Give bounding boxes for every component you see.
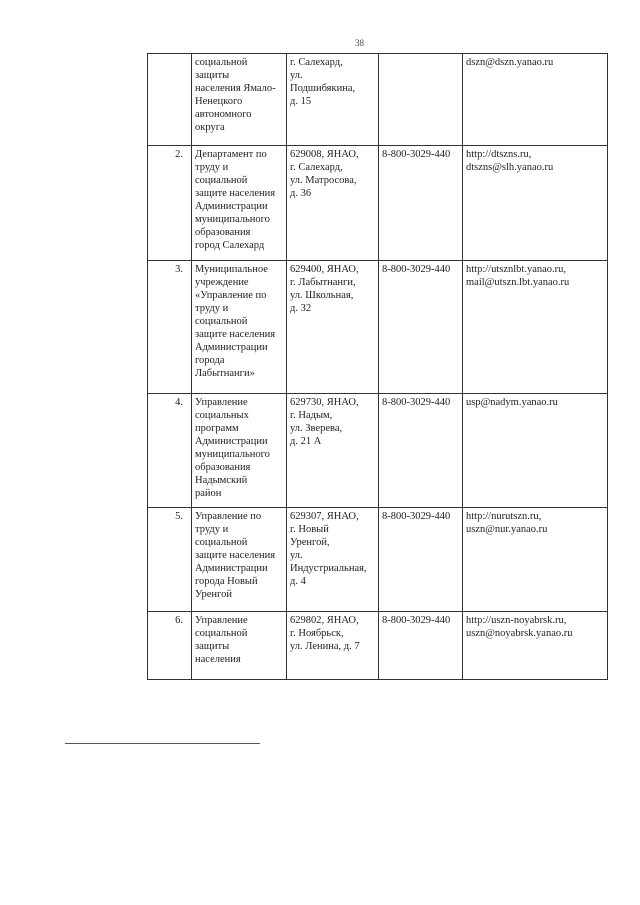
agency-address [287, 54, 379, 146]
agency-name-line: образования [195, 227, 251, 238]
agency-name [192, 612, 287, 680]
agency-phone: 8-800-3029-440 [379, 612, 463, 680]
agency-name-line: защите населения [195, 550, 276, 561]
agency-name-line: Лабытнанги» [195, 368, 255, 379]
agency-name-line: Муниципальное [195, 264, 268, 275]
web-line: uszn@nur.yanao.ru [466, 524, 548, 535]
agency-name-line: Ненецкого [195, 96, 243, 107]
page-number: 38 [355, 38, 364, 48]
address-line: г. Лабытнанги, [290, 277, 356, 288]
agency-name-line: социальной [195, 628, 248, 639]
table-body [148, 54, 608, 680]
agency-phone: 8-800-3029-440 [379, 508, 463, 612]
address-line: ул. Зверева, [290, 423, 343, 434]
agency-name-line: социальных [195, 410, 249, 421]
agency-name-line: социальной [195, 175, 248, 186]
agency-phone: 8-800-3029-440 [379, 146, 463, 261]
agency-name-line: Управление [195, 615, 248, 626]
agency-name-line: населения [195, 654, 241, 665]
agency-address [287, 261, 379, 394]
row-number: 5. [148, 508, 192, 612]
agency-name-line: автономного [195, 109, 252, 120]
row-number: 3. [148, 261, 192, 394]
web-line: http://nurutszn.ru, [466, 511, 542, 522]
row-number: 4. [148, 394, 192, 508]
web-line: usp@nadym.yanao.ru [466, 397, 558, 408]
agency-name [192, 261, 287, 394]
address-line: 629008, ЯНАО, [290, 149, 359, 160]
agency-name-line: муниципального [195, 449, 270, 460]
agency-web [463, 508, 608, 612]
table-row [148, 612, 608, 680]
address-line: д. 15 [290, 96, 312, 107]
agency-name-line: образования [195, 462, 251, 473]
web-line: dtszns@slh.yanao.ru [466, 162, 554, 173]
agency-name-line: труду и [195, 162, 229, 173]
agency-name-line: Уренгой [195, 589, 232, 600]
address-line: г. Ноябрьск, [290, 628, 344, 639]
agency-name-line: муниципального [195, 214, 270, 225]
address-line: г. Салехард, [290, 57, 343, 68]
agency-name [192, 394, 287, 508]
agency-name-line: защиты [195, 70, 230, 81]
table-row [148, 146, 608, 261]
address-line: д. 21 А [290, 436, 322, 447]
address-line: ул. [290, 550, 303, 561]
table-row [148, 508, 608, 612]
address-line: г. Надым, [290, 410, 333, 421]
address-line: Индустриальная, [290, 563, 367, 574]
address-line: 629730, ЯНАО, [290, 397, 359, 408]
web-line: http://utsznlbt.yanao.ru, [466, 264, 567, 275]
web-line: uszn@noyabrsk.yanao.ru [466, 628, 573, 639]
agency-name-line: Управление по [195, 511, 262, 522]
address-line: ул. [290, 70, 303, 81]
agency-name-line: Администрации [195, 342, 268, 353]
agency-name [192, 146, 287, 261]
agency-name-line: Администрации [195, 436, 268, 447]
agency-address [287, 612, 379, 680]
agency-name-line: труду и [195, 524, 229, 535]
agency-web [463, 146, 608, 261]
agency-address [287, 394, 379, 508]
row-number [148, 54, 192, 146]
address-line: Уренгой, [290, 537, 330, 548]
agency-name-line: округа [195, 122, 225, 133]
agency-name-line: социальной [195, 316, 248, 327]
web-line: mail@utszn.lbt.yanao.ru [466, 277, 570, 288]
address-line: 629802, ЯНАО, [290, 615, 359, 626]
agency-name-line: города Новый [195, 576, 258, 587]
address-line: г. Салехард, [290, 162, 343, 173]
address-line: 629400, ЯНАО, [290, 264, 359, 275]
address-line: д. 32 [290, 303, 312, 314]
web-line: dszn@dszn.yanao.ru [466, 57, 554, 68]
agency-name-line: защиты [195, 641, 230, 652]
agency-web [463, 54, 608, 146]
address-line: г. Новый [290, 524, 329, 535]
address-line: д. 36 [290, 188, 312, 199]
agency-name-line: социальной [195, 537, 248, 548]
agency-phone: 8-800-3029-440 [379, 394, 463, 508]
web-line: http://uszn-noyabrsk.ru, [466, 615, 567, 626]
agency-name-line: район [195, 488, 222, 499]
web-line: http://dtszns.ru, [466, 149, 532, 160]
row-number: 6. [148, 612, 192, 680]
agency-web [463, 394, 608, 508]
table-row [148, 261, 608, 394]
agency-address [287, 146, 379, 261]
table-row [148, 54, 608, 146]
agency-name-line: программ [195, 423, 239, 434]
agencies-table [147, 53, 608, 680]
address-line: ул. Школьная, [290, 290, 354, 301]
agency-name-line: социальной [195, 57, 248, 68]
agency-phone: 8-800-3029-440 [379, 261, 463, 394]
agency-name-line: Администрации [195, 563, 268, 574]
agency-name-line: защите населения [195, 329, 276, 340]
address-line: Подшибякина, [290, 83, 356, 94]
agency-name-line: город Салехард [195, 240, 265, 251]
agency-name-line: учреждение [195, 277, 249, 288]
row-number: 2. [148, 146, 192, 261]
address-line: 629307, ЯНАО, [290, 511, 359, 522]
agency-web [463, 261, 608, 394]
agency-phone [379, 54, 463, 146]
agency-name [192, 508, 287, 612]
address-line: ул. Ленина, д. 7 [290, 641, 360, 652]
agency-name-line: Департамент по [195, 149, 267, 160]
agency-name-line: населения Ямало- [195, 83, 276, 94]
address-line: ул. Матросова, [290, 175, 357, 186]
agency-name-line: защите населения [195, 188, 276, 199]
table-row [148, 394, 608, 508]
agency-web [463, 612, 608, 680]
agency-name-line: города [195, 355, 225, 366]
agency-name-line: Управление [195, 397, 248, 408]
agency-name-line: «Управление по [195, 290, 267, 301]
agency-address [287, 508, 379, 612]
agency-name-line: Администрации [195, 201, 268, 212]
agency-name-line: Надымский [195, 475, 248, 486]
agency-name-line: труду и [195, 303, 229, 314]
agency-name [192, 54, 287, 146]
footnote-rule [65, 743, 260, 744]
address-line: д. 4 [290, 576, 306, 587]
